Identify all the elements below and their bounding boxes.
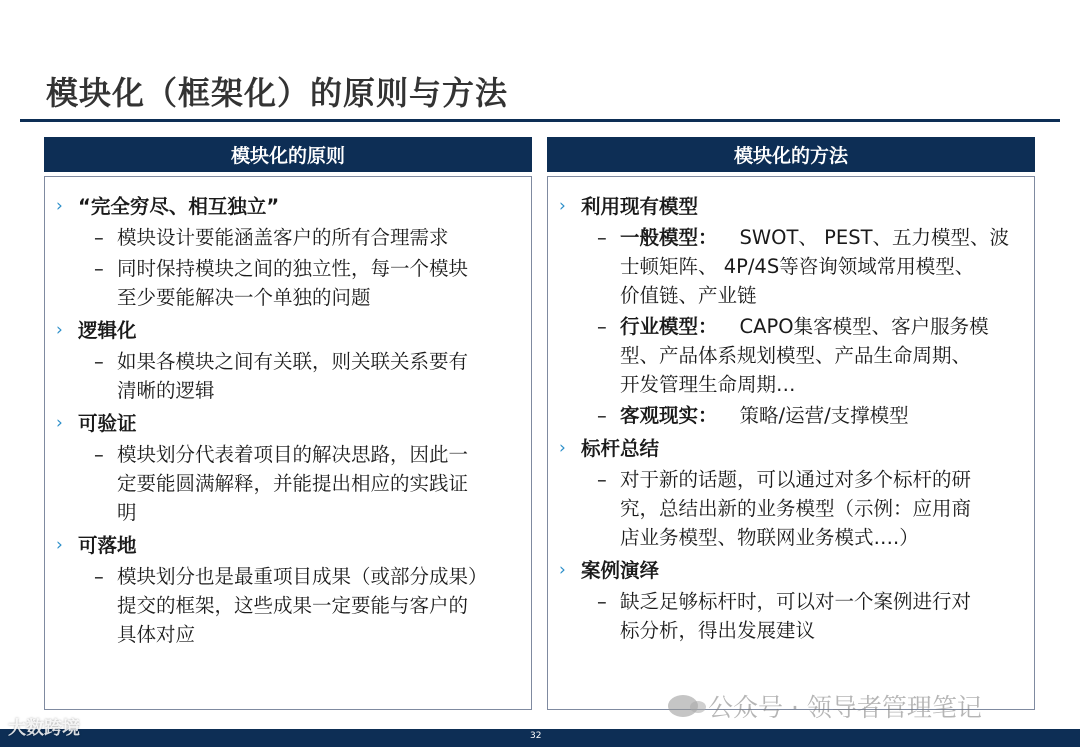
sub-item-line: 如果各模块之间有关联，则关联关系要有	[117, 350, 469, 373]
sub-item	[46, 562, 530, 649]
sub-item-line: 定要能圆满解释，并能提出相应的实践证	[117, 472, 469, 495]
bullet-label: 可落地	[78, 534, 137, 557]
sub-item-line: 模块划分代表着项目的解决思路，因此一	[117, 443, 469, 466]
sub-item	[46, 347, 530, 405]
bullet-label: 案例演绎	[581, 559, 660, 582]
sub-item-keyword: 客观现实：	[620, 404, 718, 427]
dash-icon: –	[597, 226, 607, 249]
sub-item-line: 标分析，得出发展建议	[620, 619, 816, 642]
sub-item	[46, 440, 530, 527]
sub-item	[46, 254, 530, 312]
bullet-chevron-icon: ›	[56, 320, 63, 340]
dash-icon: –	[94, 350, 104, 373]
dash-icon: –	[597, 590, 607, 613]
bullet-chevron-icon: ›	[56, 413, 63, 433]
dash-icon: –	[94, 226, 104, 249]
sub-item	[549, 465, 1033, 552]
dash-icon: –	[94, 443, 104, 466]
dash-icon: –	[597, 468, 607, 491]
dash-icon: –	[597, 315, 607, 338]
sub-item	[549, 401, 1033, 430]
sub-item-line: CAPO集客模型、客户服务模	[739, 315, 989, 338]
sub-item-line: 士顿矩阵、 4P/4S等咨询领域常用模型、	[620, 255, 975, 278]
bullet-chevron-icon: ›	[56, 196, 63, 216]
bullet-item	[549, 434, 1033, 463]
sub-item-line: 清晰的逻辑	[117, 379, 215, 402]
wechat-icon	[668, 695, 698, 717]
dash-icon: –	[94, 257, 104, 280]
page-number: 32	[530, 731, 542, 741]
sub-item-line: 模块划分也是最重项目成果（或部分成果）	[117, 565, 488, 588]
sub-item-line: SWOT、 PEST、五力模型、波	[739, 226, 1010, 249]
principles-list	[46, 188, 530, 649]
bullet-item	[46, 316, 530, 345]
sub-item-line: 店业务模型、物联网业务模式….）	[620, 526, 919, 549]
bullet-label: 利用现有模型	[581, 195, 699, 218]
methods-list	[549, 188, 1033, 645]
bullet-item	[549, 192, 1033, 221]
sub-item-keyword: 一般模型：	[620, 226, 718, 249]
title-divider	[20, 119, 1060, 122]
bullet-label: 标杆总结	[581, 437, 660, 460]
bullet-label: “完全穷尽、相互独立”	[78, 195, 280, 218]
bullet-item	[46, 531, 530, 560]
bullet-label: 可验证	[78, 412, 137, 435]
sub-item	[549, 312, 1033, 399]
bullet-item	[549, 556, 1033, 585]
sub-item-line: 对于新的话题，可以通过对多个标杆的研	[620, 468, 972, 491]
sub-item-line: 至少要能解决一个单独的问题	[117, 286, 371, 309]
sub-item-line: 同时保持模块之间的独立性，每一个模块	[117, 257, 469, 280]
sub-item-line: 策略/运营/支撑模型	[739, 404, 909, 427]
sub-item-keyword: 行业模型：	[620, 315, 718, 338]
sub-item-line: 缺乏足够标杆时，可以对一个案例进行对	[620, 590, 972, 613]
sub-item-line: 开发管理生命周期…	[620, 373, 796, 396]
sub-item-line: 明	[117, 501, 137, 524]
bullet-chevron-icon: ›	[559, 438, 566, 458]
bullet-chevron-icon: ›	[559, 560, 566, 580]
sub-item	[46, 223, 530, 252]
sub-item-line: 型、产品体系规划模型、产品生命周期、	[620, 344, 972, 367]
bullet-item	[46, 192, 530, 221]
dash-icon: –	[597, 404, 607, 427]
sub-item-line: 究，总结出新的业务模型（示例：应用商	[620, 497, 972, 520]
sub-item-line: 模块设计要能涵盖客户的所有合理需求	[117, 226, 449, 249]
sub-item	[549, 587, 1033, 645]
bullet-chevron-icon: ›	[559, 196, 566, 216]
sub-item-line: 提交的框架，这些成果一定要能与客户的	[117, 594, 469, 617]
sub-item	[549, 223, 1033, 310]
dash-icon: –	[94, 565, 104, 588]
right-column-header: 模块化的方法	[547, 137, 1035, 172]
watermark-text: 公众号 · 领导者管理笔记	[708, 693, 982, 722]
brand-logo: 大数跨境	[8, 718, 80, 739]
bullet-chevron-icon: ›	[56, 535, 63, 555]
page-title: 模块化（框架化）的原则与方法	[46, 74, 509, 112]
sub-item-line: 具体对应	[117, 623, 196, 646]
left-column-header: 模块化的原则	[44, 137, 532, 172]
bullet-item	[46, 409, 530, 438]
sub-item-line: 价值链、产业链	[620, 284, 757, 307]
bullet-label: 逻辑化	[78, 319, 137, 342]
watermark	[668, 688, 982, 724]
